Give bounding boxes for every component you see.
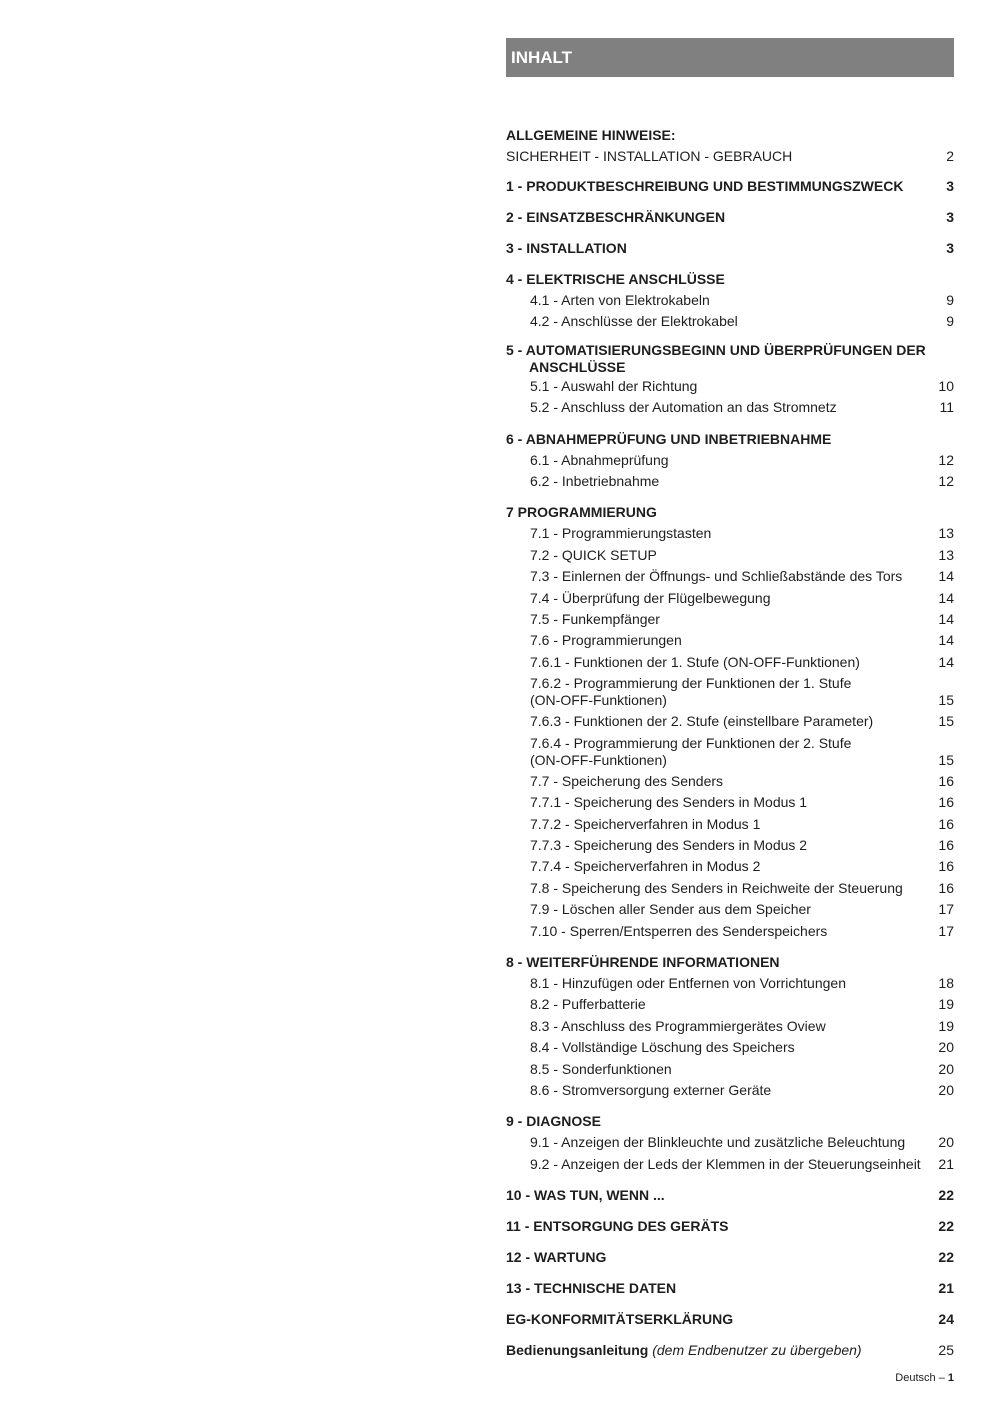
toc-subentry[interactable] xyxy=(506,450,954,471)
toc-section xyxy=(506,1308,954,1330)
page-number: 17 xyxy=(938,901,954,918)
subentry-label: 7.3 - Einlernen der Öffnungs- und Schließabstände des Tors xyxy=(530,568,903,585)
toc-subentry[interactable] xyxy=(506,397,954,418)
page-number: 22 xyxy=(938,1249,954,1266)
subentry-label: 7.9 - Löschen aller Sender aus dem Speicher xyxy=(530,901,811,918)
toc-section-heading[interactable] xyxy=(506,268,954,290)
subentry-label: 9.2 - Anzeigen der Leds der Klemmen in der Steuerungseinheit xyxy=(530,1155,921,1172)
page-number: 21 xyxy=(938,1280,954,1297)
page-number: 25 xyxy=(938,1342,954,1359)
page-number: 22 xyxy=(938,1187,954,1204)
manual-title: Bedienungsanleitung xyxy=(506,1342,649,1359)
toc-subentry[interactable] xyxy=(506,735,954,769)
section-title: 4 - ELEKTRISCHE ANSCHLÜSSE xyxy=(506,271,725,287)
page-number: 16 xyxy=(938,772,954,789)
toc-section xyxy=(506,1277,954,1299)
toc-subentry[interactable] xyxy=(506,792,954,813)
toc-section xyxy=(506,1246,954,1268)
subentry-label: 8.5 - Sonderfunktionen xyxy=(530,1060,672,1077)
page-number: 10 xyxy=(938,377,954,394)
toc-section-heading[interactable] xyxy=(506,428,954,450)
manual-note: (dem Endbenutzer zu übergeben) xyxy=(652,1342,862,1359)
subentry-label: 5.2 - Anschluss der Automation an das Stromnetz xyxy=(530,399,837,416)
toc-section xyxy=(506,951,954,1101)
toc-section-heading[interactable] xyxy=(506,951,954,973)
section-title: EG-KONFORMITÄTSERKLÄRUNG xyxy=(506,1311,734,1328)
subentry-label: 7.10 - Sperren/Entsperren des Senderspeichers xyxy=(530,922,828,939)
subentry-label: 7.8 - Speicherung des Senders in Reichweite der Steuerung xyxy=(530,879,903,896)
section-title: 2 - EINSATZBESCHRÄNKUNGEN xyxy=(506,209,726,225)
subentry-label: 7.7.3 - Speicherung des Senders in Modus 2 xyxy=(530,836,808,853)
page-number: 24 xyxy=(938,1311,954,1328)
toc-section-heading[interactable] xyxy=(506,1308,954,1330)
toc-section-heading[interactable] xyxy=(506,1110,954,1132)
page-number: 14 xyxy=(938,632,954,649)
subentry-label: 8.4 - Vollständige Löschung des Speichers xyxy=(530,1039,795,1056)
toc-subentry[interactable] xyxy=(506,1059,954,1080)
page-number: 15 xyxy=(938,751,954,768)
toc-subentry[interactable] xyxy=(506,376,954,397)
page-number: 20 xyxy=(938,1081,954,1098)
subentry-label: 7.7.1 - Speicherung des Senders in Modus 1 xyxy=(530,794,808,811)
toc-subentry[interactable] xyxy=(506,523,954,544)
page-number: 14 xyxy=(938,653,954,670)
page-number: 21 xyxy=(938,1155,954,1172)
footer-language: Deutsch – xyxy=(895,1372,948,1384)
toc-section xyxy=(506,501,954,942)
toc-subentry[interactable] xyxy=(506,588,954,609)
page-number: 16 xyxy=(938,879,954,896)
toc-section-heading[interactable] xyxy=(506,237,954,259)
page-number: 13 xyxy=(938,525,954,542)
subentry-label: 6.1 - Abnahmeprüfung xyxy=(530,451,669,468)
toc-subentry[interactable] xyxy=(506,921,954,942)
toc-entry-manual[interactable] xyxy=(506,1339,954,1361)
toc-section xyxy=(506,206,954,228)
page-number: 3 xyxy=(946,178,954,194)
toc-section-heading[interactable] xyxy=(506,342,954,376)
toc-section-heading[interactable] xyxy=(506,1215,954,1237)
subentry-label: 6.2 - Inbetriebnahme xyxy=(530,473,660,490)
subentry-label: 7.6 - Programmierungen xyxy=(530,632,682,649)
page-number: 20 xyxy=(938,1060,954,1077)
toc-subentry[interactable] xyxy=(506,711,954,732)
page-number: 12 xyxy=(938,451,954,468)
subentry-label: 7.7.2 - Speicherverfahren in Modus 1 xyxy=(530,815,761,832)
toc-header: INHALT xyxy=(506,38,954,77)
page-number: 16 xyxy=(938,858,954,875)
section-title: 9 - DIAGNOSE xyxy=(506,1113,601,1130)
footer-page-number: 1 xyxy=(947,1372,954,1384)
page-number: 12 xyxy=(938,473,954,490)
toc-section xyxy=(506,428,954,493)
general-title: ALLGEMEINE HINWEISE: xyxy=(506,127,676,143)
toc-subentry[interactable] xyxy=(506,471,954,492)
page-number: 20 xyxy=(938,1039,954,1056)
subentry-label: 7.7 - Speicherung des Senders xyxy=(530,772,724,789)
page-number: 20 xyxy=(938,1134,954,1151)
toc-subentry[interactable] xyxy=(506,814,954,835)
page-number: 14 xyxy=(938,589,954,606)
subentry-label: 7.6.3 - Funktionen der 2. Stufe (einstellbare Parameter) xyxy=(530,713,874,730)
toc-section-heading[interactable] xyxy=(506,206,954,228)
toc-section xyxy=(506,1215,954,1237)
toc-subentry[interactable] xyxy=(506,566,954,587)
page-number: 18 xyxy=(938,974,954,991)
subentry-label: 5.1 - Auswahl der Richtung xyxy=(530,377,698,394)
toc-subentry[interactable] xyxy=(506,290,954,311)
section-title: 12 - WARTUNG xyxy=(506,1249,607,1266)
subentry-label: 7.6.2 - Programmierung der Funktionen der 1. Stufe (ON-OFF-Funktionen) xyxy=(530,675,852,709)
toc-subentry[interactable] xyxy=(506,311,954,332)
subentry-label: 7.7.4 - Speicherverfahren in Modus 2 xyxy=(530,858,761,875)
section-title: 8 - WEITERFÜHRENDE INFORMATIONEN xyxy=(506,953,780,970)
page-number: 16 xyxy=(938,836,954,853)
section-title: 13 - TECHNISCHE DATEN xyxy=(506,1280,677,1297)
toc-subentry[interactable] xyxy=(506,630,954,651)
section-title: 3 - INSTALLATION xyxy=(506,240,627,256)
page-number: 9 xyxy=(946,292,954,308)
page-number: 11 xyxy=(939,399,954,416)
section-title: 1 - PRODUKTBESCHREIBUNG UND BESTIMMUNGSZWECK xyxy=(506,178,904,194)
toc-subentry[interactable] xyxy=(506,652,954,673)
toc-section xyxy=(506,342,954,419)
toc-subentry[interactable] xyxy=(506,771,954,792)
page-number: 14 xyxy=(938,611,954,628)
toc-sections xyxy=(506,175,954,1330)
general-subtitle: SICHERHEIT - INSTALLATION - GEBRAUCH xyxy=(506,148,793,164)
toc-subentry[interactable] xyxy=(506,856,954,877)
toc-subentry[interactable] xyxy=(506,675,954,709)
page-number: 3 xyxy=(946,209,954,225)
toc-subentry[interactable] xyxy=(506,835,954,856)
page-number: 14 xyxy=(938,568,954,585)
subentry-label: 8.3 - Anschluss des Programmiergerätes Oview xyxy=(530,1017,826,1034)
subentry-label: 7.4 - Überprüfung der Flügelbewegung xyxy=(530,589,771,606)
page-number: 15 xyxy=(938,692,954,709)
page-number: 15 xyxy=(938,713,954,730)
section-title: 10 - WAS TUN, WENN ... xyxy=(506,1187,665,1204)
toc-section xyxy=(506,1110,954,1175)
subentry-label: 7.2 - QUICK SETUP xyxy=(530,546,657,563)
toc-subentry[interactable] xyxy=(506,1132,954,1153)
page-number: 19 xyxy=(938,996,954,1013)
toc-subentry[interactable] xyxy=(506,609,954,630)
page-number: 17 xyxy=(938,922,954,939)
toc-subentry[interactable] xyxy=(506,1154,954,1175)
toc-subentry[interactable] xyxy=(506,899,954,920)
page-number: 3 xyxy=(946,240,954,256)
toc-subentry[interactable] xyxy=(506,1080,954,1101)
toc-subentry[interactable] xyxy=(506,1016,954,1037)
toc-section xyxy=(506,175,954,197)
toc-section xyxy=(506,268,954,333)
subentry-label: 7.6.4 - Programmierung der Funktionen der 2. Stufe (ON-OFF-Funktionen) xyxy=(530,734,852,768)
subentry-label: 4.2 - Anschlüsse der Elektrokabel xyxy=(530,313,738,330)
page-number: 19 xyxy=(938,1017,954,1034)
section-title: 7 PROGRAMMIERUNG xyxy=(506,504,657,521)
page-number: 22 xyxy=(938,1218,954,1235)
toc-section-general xyxy=(506,124,954,166)
toc-subentry[interactable] xyxy=(506,545,954,566)
subentry-label: 7.1 - Programmierungstasten xyxy=(530,525,712,542)
subentry-label: 8.1 - Hinzufügen oder Entfernen von Vorrichtungen xyxy=(530,974,846,991)
subentry-label: 7.6.1 - Funktionen der 1. Stufe (ON-OFF-Funktionen) xyxy=(530,653,860,670)
subentry-label: 8.2 - Pufferbatterie xyxy=(530,996,646,1013)
toc-section-heading[interactable] xyxy=(506,1246,954,1268)
toc-section-heading[interactable] xyxy=(506,1184,954,1206)
page-number: 2 xyxy=(946,148,954,164)
page-number: 16 xyxy=(938,815,954,832)
toc-subentry[interactable] xyxy=(506,878,954,899)
toc-subentry[interactable] xyxy=(506,1037,954,1058)
subentry-label: 9.1 - Anzeigen der Blinkleuchte und zusätzliche Beleuchtung xyxy=(530,1134,906,1151)
toc-section xyxy=(506,237,954,259)
table-of-contents xyxy=(506,124,954,1361)
toc-section-heading[interactable] xyxy=(506,501,954,523)
toc-entry[interactable] xyxy=(506,146,954,166)
subentry-label: 4.1 - Arten von Elektrokabeln xyxy=(530,292,710,308)
toc-section-heading[interactable] xyxy=(506,1277,954,1299)
page-number: 13 xyxy=(938,546,954,563)
toc-section xyxy=(506,1184,954,1206)
section-title: 5 - AUTOMATISIERUNGSBEGINN UND ÜBERPRÜFUNGEN DER ANSCHLÜSSE xyxy=(506,341,926,375)
section-title: 6 - ABNAHMEPRÜFUNG UND INBETRIEBNAHME xyxy=(506,430,832,447)
toc-subentry[interactable] xyxy=(506,973,954,994)
toc-section-heading[interactable] xyxy=(506,175,954,197)
page-number: 9 xyxy=(946,313,954,330)
section-title: 11 - ENTSORGUNG DES GERÄTS xyxy=(506,1218,729,1235)
page-footer xyxy=(895,1372,954,1384)
page-number: 16 xyxy=(938,794,954,811)
subentry-label: 7.5 - Funkempfänger xyxy=(530,611,660,628)
toc-subentry[interactable] xyxy=(506,994,954,1015)
subentry-label: 8.6 - Stromversorgung externer Geräte xyxy=(530,1081,772,1098)
